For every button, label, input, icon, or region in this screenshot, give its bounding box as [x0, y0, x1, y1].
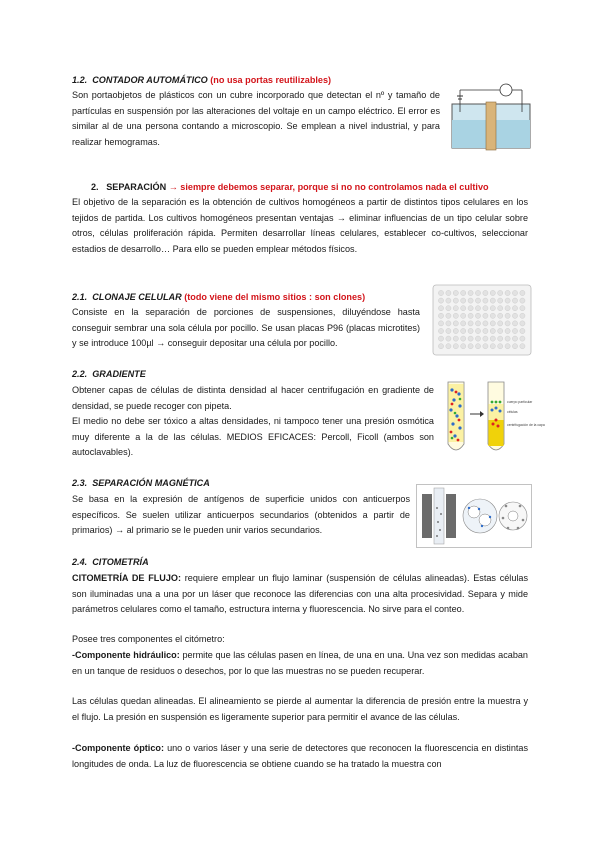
gradient-label-2: células — [507, 410, 518, 414]
paragraph-clonaje: Consiste en la separación de porciones de suspensiones, diluyéndose hasta conseguir sembrar una sola célula por pocillo. Se usan placas P96 (placas microtites) y se introduce 100µl → conseguir depositar una célula por pocillo. — [72, 307, 420, 349]
heading-2-4: 2.4. CITOMETRÍA — [72, 557, 149, 567]
heading-2-3: 2.3. SEPARACIÓN MAGNÉTICA — [72, 478, 210, 488]
plate-well — [475, 336, 480, 341]
plate-well — [490, 328, 495, 333]
plate-well — [468, 298, 473, 303]
plate-well — [453, 328, 458, 333]
plate-well — [468, 328, 473, 333]
plate-well — [438, 306, 443, 311]
plate-well — [505, 336, 510, 341]
plate-well — [446, 313, 451, 318]
plate-well — [498, 313, 503, 318]
paragraph-magnetica: Se basa en la expresión de antígenos de superficie unidos con anticuerpos específicos. Se suelen utilizar anticuerpos secundarios (obtenidos a partir de primarios) → al primario se le pueden unir varios secundarios. — [72, 494, 410, 536]
plate-well — [520, 313, 525, 318]
plate-well — [475, 328, 480, 333]
plate-well — [490, 321, 495, 326]
paragraph-alineadas: Las células quedan alineadas. El alineamiento se pierde al aumentar la diferencia de presión entre la muestra y el flujo. La presión en suspensión es ligeramente superior para permitir el avance de las células. — [72, 696, 528, 722]
plate-well — [483, 313, 488, 318]
plate-well — [490, 306, 495, 311]
plate-well — [438, 328, 443, 333]
plate-well — [490, 344, 495, 349]
plate-well — [453, 321, 458, 326]
plate-well — [438, 321, 443, 326]
gradient-label-3: centrifugación de la capa — [507, 423, 545, 427]
plate-well — [505, 290, 510, 295]
heading-2-2: 2.2. GRADIENTE — [72, 369, 146, 379]
plate-well — [512, 336, 517, 341]
plate-well — [483, 290, 488, 295]
plate-well — [438, 290, 443, 295]
voltage-chamber-figure — [450, 82, 532, 152]
plate-well — [520, 321, 525, 326]
plate-well — [453, 313, 458, 318]
paragraph-optico: -Componente óptico: uno o varios láser y una serie de detectores que reconocen la fluorescencia en distintas longitudes de onda. La luz de fluorescencia se obtiene cuando se ha tratado la muestra con — [72, 743, 529, 769]
plate-well — [512, 328, 517, 333]
plate-well — [490, 313, 495, 318]
plate-well — [512, 344, 517, 349]
plate-well — [446, 306, 451, 311]
heading-2-1: 2.1. CLONAJE CELULAR (todo viene del mismo sitios : son clones) — [72, 292, 366, 302]
plate-well — [498, 290, 503, 295]
plate-well — [505, 321, 510, 326]
paragraph-citometria-flujo: CITOMETRÍA DE FLUJO: requiere emplear un flujo laminar (suspensión de células alineadas). Estas células son iluminadas una a una por un láser que reconoce las diferencias con una alta procesividad. Separa y mide parámetros celulares como el tamaño, estructura interna y fluorescencia. No sirve para el conteo. — [72, 573, 529, 615]
plate-well — [505, 298, 510, 303]
plate-well — [446, 321, 451, 326]
plate-well — [490, 290, 495, 295]
p96-plate-figure — [432, 284, 532, 356]
plate-well — [483, 306, 488, 311]
gradient-label-1: cuerpo particular — [507, 400, 533, 404]
plate-well — [446, 290, 451, 295]
plate-well — [461, 344, 466, 349]
plate-well — [446, 298, 451, 303]
plate-well — [490, 298, 495, 303]
paragraph-hidraulico: -Componente hidráulico: permite que las células pasen en línea, de una en una. Una vez son medidas acaban en un tanque de residuos o desechos, por lo que las muestras no se pueden recuperar. — [72, 650, 528, 676]
plate-well — [446, 328, 451, 333]
paragraph-separacion: El objetivo de la separación es la obtención de cultivos homogéneos a partir de distintos tipos celulares en los tejidos de partida. Los cultivos homogéneos presentan ventajas → eliminar influencias de un tipo celular sobre otros, células proliferación rápida. Permiten desarrollar líneas celulares, establecer co-cultivos, seleccionar estadios de desarrollo… Para ello se pueden emplear métodos físicos. — [72, 197, 528, 254]
plate-well — [475, 313, 480, 318]
plate-well — [446, 344, 451, 349]
plate-well — [498, 328, 503, 333]
plate-well — [498, 306, 503, 311]
plate-well — [483, 298, 488, 303]
plate-well — [468, 290, 473, 295]
plate-well — [438, 336, 443, 341]
plate-well — [505, 306, 510, 311]
plate-well — [505, 313, 510, 318]
plate-well — [505, 328, 510, 333]
heading-2: 2. SEPARACIÓN → siempre debemos separar, porque si no no controlamos nada el cultivo — [91, 182, 489, 192]
plate-well — [475, 298, 480, 303]
gradient-tubes-figure — [440, 380, 545, 460]
plate-well — [512, 298, 517, 303]
plate-well — [520, 328, 525, 333]
plate-well — [461, 298, 466, 303]
plate-well — [446, 336, 451, 341]
plate-well — [468, 306, 473, 311]
plate-well — [438, 313, 443, 318]
plate-well — [483, 344, 488, 349]
plate-well — [520, 344, 525, 349]
plate-well — [520, 306, 525, 311]
plate-well — [483, 328, 488, 333]
plate-well — [520, 336, 525, 341]
plate-well — [461, 321, 466, 326]
plate-well — [512, 313, 517, 318]
plate-well — [453, 290, 458, 295]
plate-well — [475, 290, 480, 295]
components-intro: Posee tres componentes el citómetro: — [72, 634, 225, 644]
paragraph-gradiente-2: El medio no debe ser tóxico a altas densidades, ni tampoco tener una presión osmótica muy diferente a la de las células. MEDIOS EFICACES: Percoll, Ficoll (ambos son autoclavables). — [72, 416, 434, 458]
plate-well — [468, 336, 473, 341]
plate-well — [520, 290, 525, 295]
plate-well — [468, 344, 473, 349]
plate-well — [520, 298, 525, 303]
plate-well — [498, 298, 503, 303]
heading-1-2: 1.2. CONTADOR AUTOMÁTICO (no usa portas reutilizables) — [72, 75, 332, 85]
plate-well — [461, 313, 466, 318]
plate-well — [468, 313, 473, 318]
plate-well — [483, 321, 488, 326]
plate-well — [498, 336, 503, 341]
plate-well — [461, 328, 466, 333]
plate-well — [505, 344, 510, 349]
plate-well — [512, 321, 517, 326]
plate-well — [438, 298, 443, 303]
paragraph-gradiente-1: Obtener capas de células de distinta densidad al hacer centrifugación en gradiente de densidad, se puede recoger con pipeta. — [72, 385, 434, 411]
plate-well — [453, 306, 458, 311]
plate-well — [498, 344, 503, 349]
plate-well — [512, 290, 517, 295]
plate-well — [490, 336, 495, 341]
plate-well — [468, 321, 473, 326]
plate-well — [475, 321, 480, 326]
paragraph-contador: Son portaobjetos de plásticos con un cubre incorporado que detectan el nº y tamaño de partículas en suspensión por las alteraciones del voltaje en un campo eléctrico. El error es similar al de una persona contando a microscopio. Se emplean a nivel industrial, y para realizar hemogramas. — [72, 90, 440, 147]
plate-well — [475, 344, 480, 349]
plate-well — [461, 290, 466, 295]
plate-well — [438, 344, 443, 349]
plate-well — [498, 321, 503, 326]
plate-well — [461, 336, 466, 341]
plate-well — [512, 306, 517, 311]
plate-well — [475, 306, 480, 311]
plate-well — [453, 298, 458, 303]
plate-well — [461, 306, 466, 311]
plate-well — [453, 344, 458, 349]
plate-well — [483, 336, 488, 341]
plate-well — [453, 336, 458, 341]
magnetic-separation-figure — [416, 484, 532, 548]
